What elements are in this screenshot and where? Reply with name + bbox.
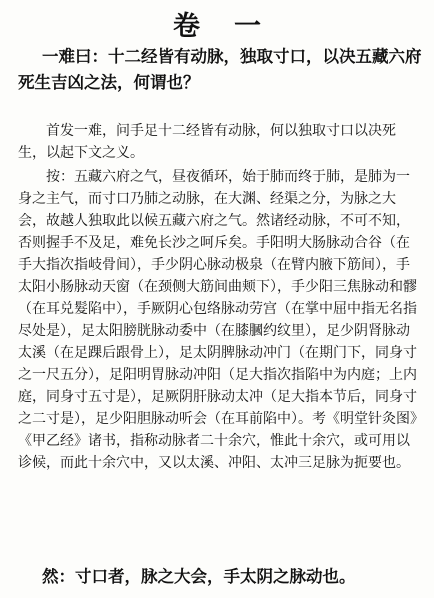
commentary-paragraph-1: 首发一难，问手足十二经皆有动脉，何以独取寸口以决死生，以起下文之义。: [18, 123, 396, 161]
commentary-paragraph-2: 按：五藏六府之气，昼夜循环，始于肺而终于肺，是肺为一身之主气，而寸口乃肺之动脉，在大渊、经渠之分，为脉之大会，故越人独取此以候五藏六府之气。然诸经动脉，不可不知，否则握手不及足，难免长沙之呵斥矣。手阳明大肠脉动合谷（在手大指次指岐骨间），手少阴心脉动极泉（在臂内腋下筋间），手太阳小肠脉动天窗（在颈侧大筋间曲颊下），手少阳三焦脉动和髎（在耳兑髮陷中），手厥阴心包络脉动劳宫（在掌中屈中指无名指尽处是），足太阳膀胱脉动委中（在膝膕约纹里），足少阴肾脉动太溪（在足踝后跟骨上），足太阴脾脉动冲门（在期门下，同身寸之一尺五分），足阳明胃脉动冲阳（足大指次指陷中为内庭；上内庭，同身寸五寸是），足厥阴肝脉动太冲（足大指本节后，同身寸之二寸是），足少阳胆脉动听会（在耳前陷中）。考《明堂针灸图》《甲乙经》诸书，指称动脉者二十余穴，惟此十余穴，或可用以诊候，而此十余穴中，又以太溪、冲阳、太冲三足脉为扼要也。: [18, 169, 417, 471]
answer-text: 然：寸口者，脉之大会，手太阴之脉动也。: [42, 567, 356, 586]
question-text: 一难曰：十二经皆有动脉，独取寸口，以决五藏六府死生吉凶之法，何谓也？: [18, 47, 422, 92]
chapter-title: 卷一: [173, 11, 295, 42]
